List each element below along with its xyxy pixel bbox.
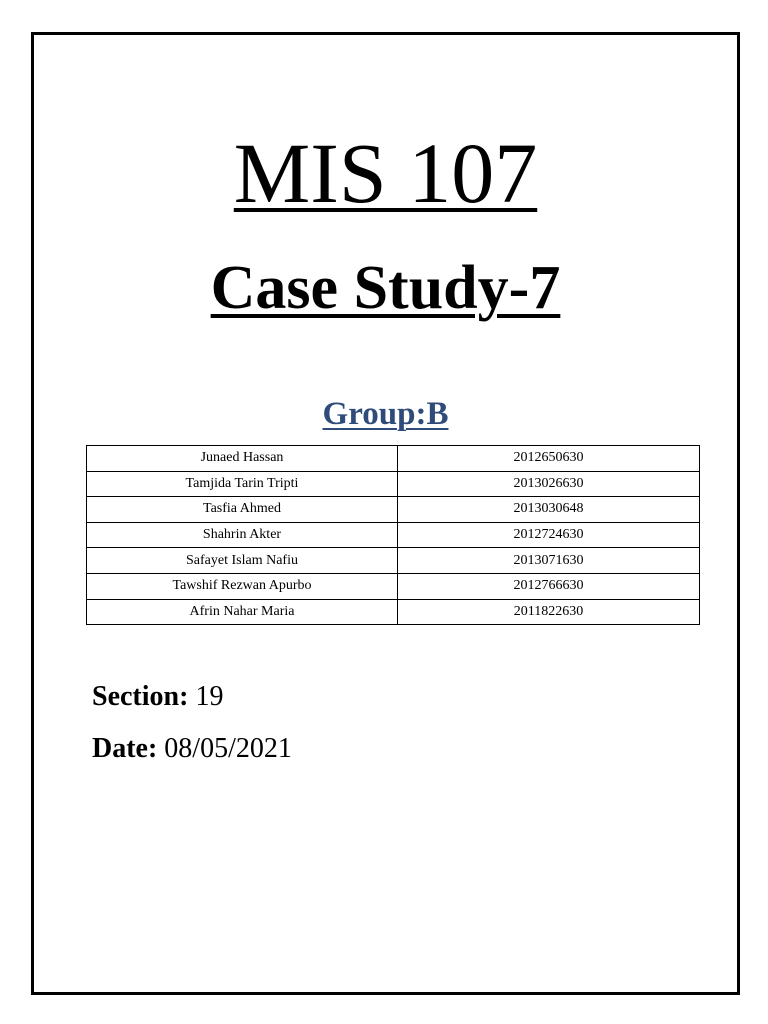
section-value: 19 [195, 681, 224, 712]
member-id: 2013071630 [398, 548, 700, 574]
section-label: Section: [92, 681, 189, 712]
member-name: Safayet Islam Nafiu [87, 548, 398, 574]
member-id: 2013030648 [398, 497, 700, 523]
page-border [31, 32, 740, 995]
course-title-text: MIS 107 [233, 125, 538, 221]
table-row [87, 599, 700, 625]
member-name: Tamjida Tarin Tripti [87, 471, 398, 497]
member-name: Junaed Hassan [87, 446, 398, 472]
member-id: 2012766630 [398, 573, 700, 599]
member-id: 2012724630 [398, 522, 700, 548]
member-name: Shahrin Akter [87, 522, 398, 548]
case-study-title-text: Case Study-7 [210, 254, 561, 322]
table-row [87, 548, 700, 574]
date-value: 08/05/2021 [164, 733, 292, 764]
course-title [34, 125, 737, 221]
member-name: Tasfia Ahmed [87, 497, 398, 523]
table-row [87, 573, 700, 599]
date-line [92, 735, 292, 763]
section-line [92, 683, 223, 711]
date-label: Date: [92, 733, 158, 764]
member-id: 2011822630 [398, 599, 700, 625]
member-id: 2013026630 [398, 471, 700, 497]
member-id: 2012650630 [398, 446, 700, 472]
member-name: Tawshif Rezwan Apurbo [87, 573, 398, 599]
table-row [87, 522, 700, 548]
case-study-title [34, 254, 737, 322]
table-row [87, 471, 700, 497]
table-row [87, 446, 700, 472]
group-heading [34, 398, 737, 431]
members-table [86, 445, 700, 625]
group-heading-text: Group:B [322, 396, 449, 432]
table-row [87, 497, 700, 523]
member-name: Afrin Nahar Maria [87, 599, 398, 625]
